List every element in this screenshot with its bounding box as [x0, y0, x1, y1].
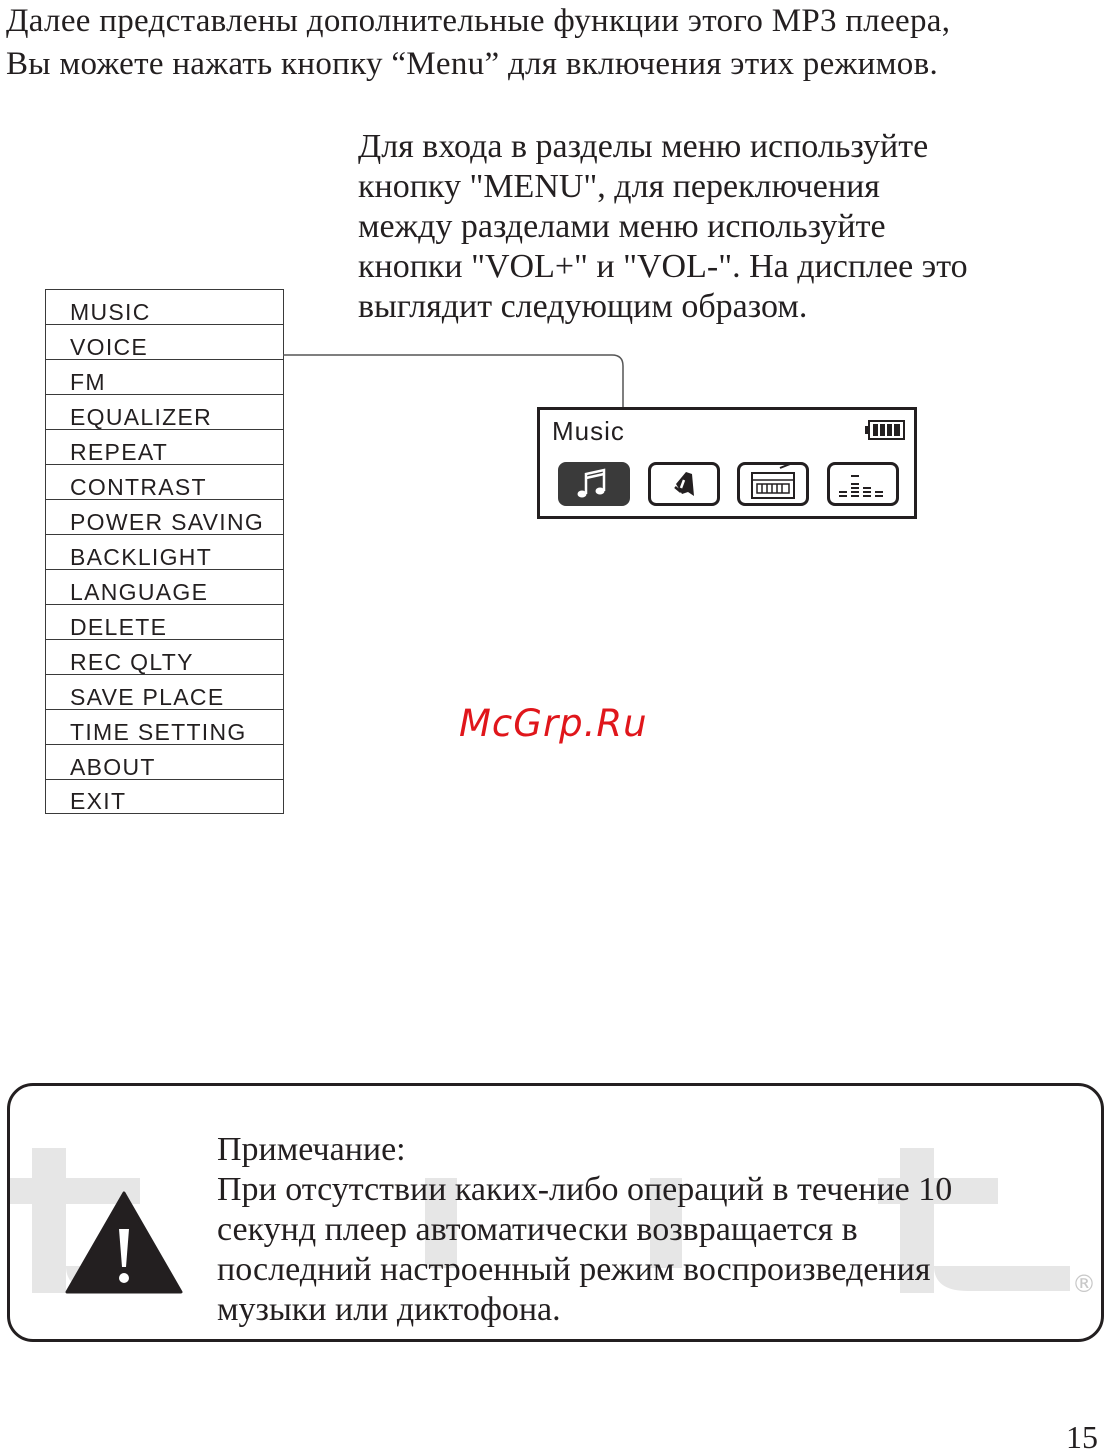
note-line-4: музыки или диктофона.: [217, 1291, 561, 1328]
menu-item-time-setting: TIME SETTING: [46, 710, 283, 745]
tile-equalizer: [827, 462, 899, 506]
page-number: 15: [1066, 1419, 1098, 1455]
menu-item-about: ABOUT: [46, 745, 283, 780]
note-line-2: секунд плеер автоматически возвращается в: [217, 1211, 858, 1248]
menu-item-fm: FM: [46, 360, 283, 395]
connector-line: [0, 0, 1106, 420]
description-line-3: между разделами меню используйте: [358, 208, 886, 245]
player-display: [537, 407, 917, 519]
menu-item-music: MUSIC: [46, 290, 283, 325]
menu-item-equalizer: EQUALIZER: [46, 395, 283, 430]
menu-item-exit: EXIT: [70, 788, 127, 814]
display-title: Music: [552, 416, 625, 446]
description-line-2: кнопку "MENU", для переключения: [358, 168, 880, 205]
warning-triangle-icon: [65, 1191, 183, 1294]
description-line-1: Для входа в разделы меню используйте: [358, 128, 929, 165]
menu-item-repeat: REPEAT: [46, 430, 283, 465]
watermark: McGrp.Ru: [459, 702, 648, 745]
menu-item-language: LANGUAGE: [46, 570, 283, 605]
tile-music: [558, 462, 630, 506]
equalizer-icon: [830, 465, 896, 503]
tile-voice: [648, 462, 720, 506]
note-heading: Примечание:: [217, 1131, 406, 1168]
note-line-1: При отсутствии каких-либо операций в течение 10: [217, 1171, 953, 1208]
menu-item-contrast: CONTRAST: [46, 465, 283, 500]
note-box: [7, 1083, 1104, 1342]
note-line-3: последний настроенный режим воспроизведения: [217, 1251, 931, 1288]
intro-line-1: Далее представлены дополнительные функции этого МР3 плеера,: [6, 3, 951, 39]
intro-line-2: Вы можете нажать кнопку “Menu” для включения этих режимов.: [6, 46, 939, 82]
menu-item-save-place: SAVE PLACE: [46, 675, 283, 710]
menu-item-backlight: BACKLIGHT: [46, 535, 283, 570]
menu-item-delete: DELETE: [46, 605, 283, 640]
menu-item-power-saving: POWER SAVING: [46, 500, 283, 535]
registered-mark: ®: [1072, 1270, 1096, 1298]
tile-fm: [737, 462, 809, 506]
menu-item-voice: VOICE: [46, 325, 283, 360]
radio-icon: [740, 465, 806, 503]
menu-item-rec-qlty: REC QLTY: [46, 640, 283, 675]
battery-full-icon: [865, 420, 905, 440]
voice-recorder-icon: [651, 465, 717, 503]
description-line-4: кнопки "VOL+" и "VOL-". На дисплее это: [358, 248, 968, 285]
note-text: [217, 1130, 952, 1330]
description-line-5: выглядит следующим образом.: [358, 288, 808, 325]
music-note-icon: [561, 465, 627, 503]
